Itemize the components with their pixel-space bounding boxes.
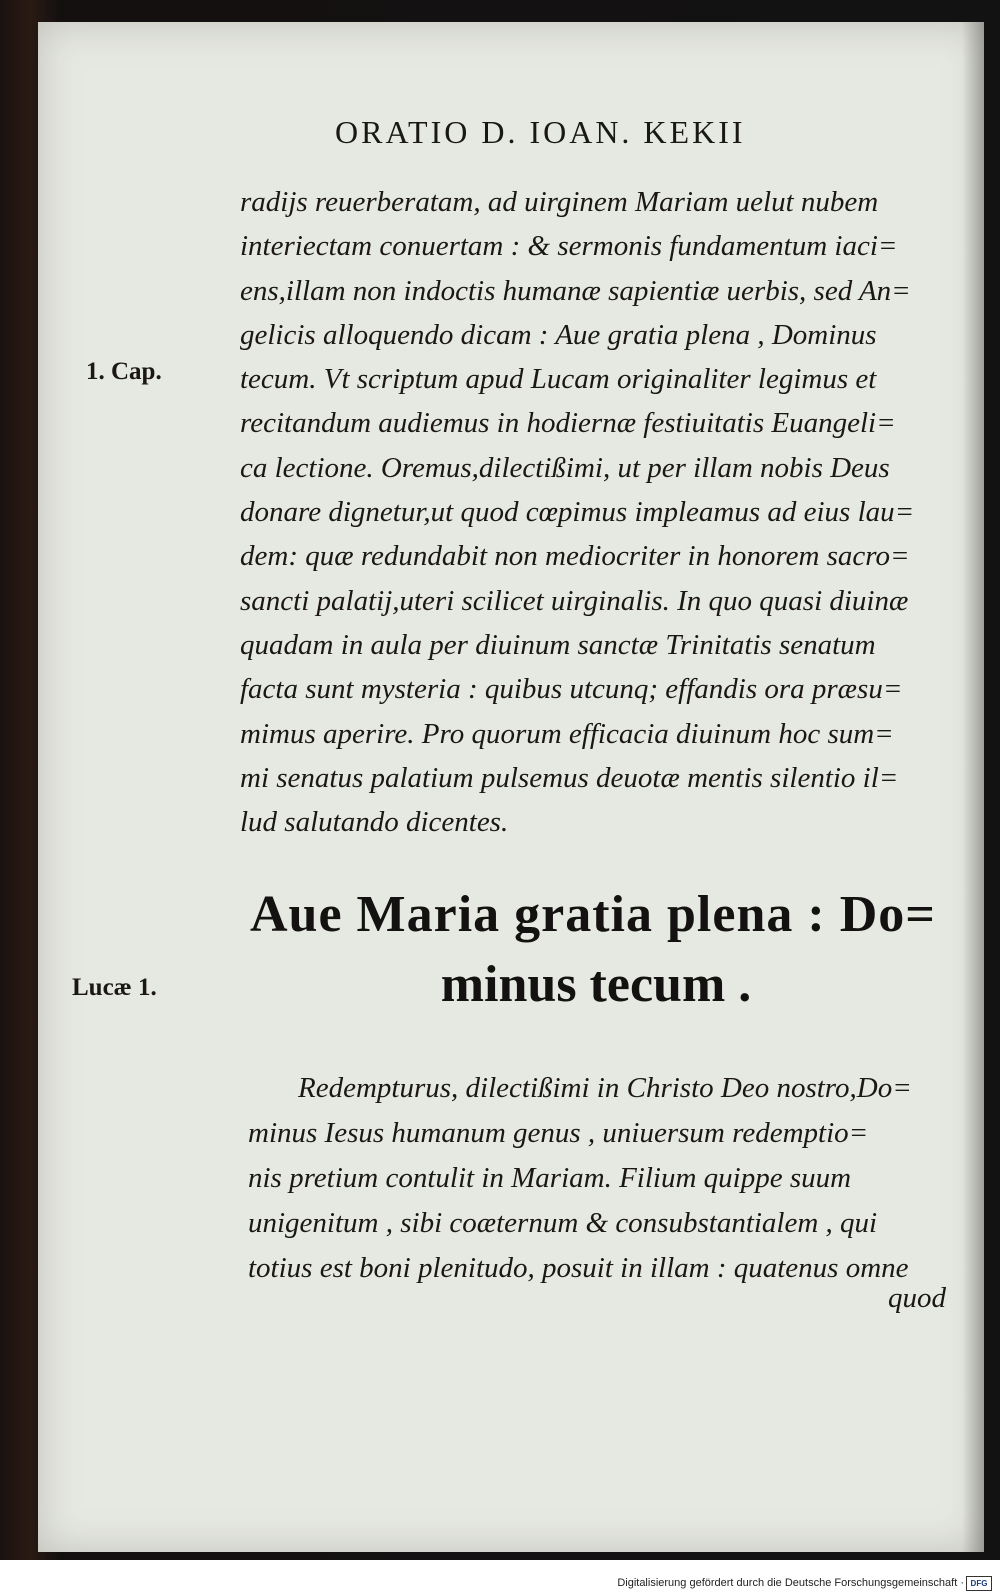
heading-line-2: minus tecum . xyxy=(440,956,752,1013)
text-line: tecum. Vt scriptum apud Lucam originaliter legimus et xyxy=(240,363,877,396)
text-line: dem: quæ redundabit non mediocriter in honorem sacro= xyxy=(240,540,910,573)
text-line: ens,illam non indoctis humanæ sapientiæ uerbis, sed An= xyxy=(240,274,911,307)
text-line: lud salutando dicentes. xyxy=(240,806,509,839)
text-line: Redempturus, dilectißimi in Christo Deo nostro,Do= xyxy=(298,1072,912,1104)
catchword: quod xyxy=(888,1282,946,1314)
text-line: nis pretium contulit in Mariam. Filium quippe suum xyxy=(248,1162,852,1194)
text-line: mi senatus palatium pulsemus deuotæ mentis silentio il= xyxy=(240,761,899,794)
text-line: gelicis alloquendo dicam : Aue gratia plena , Dominus xyxy=(240,318,877,351)
section-heading xyxy=(250,880,962,1020)
heading-line-1: Aue Maria gratia plena : Do= xyxy=(250,886,936,943)
body-text-top xyxy=(240,180,962,844)
digitization-credit: Digitalisierung gefördert durch die Deutsche Forschungsgemeinschaft · xyxy=(617,1577,964,1589)
text-line: ca lectione. Oremus,dilectißimi, ut per illam nobis Deus xyxy=(240,451,890,484)
margin-note-chapter: 1. Cap. xyxy=(86,358,162,385)
text-line: radijs reuerberatam, ad uirginem Mariam uelut nubem xyxy=(240,186,879,218)
body-text-bottom xyxy=(248,1066,962,1291)
margin-note-luke: Lucæ 1. xyxy=(72,974,157,1001)
text-line: recitandum audiemus in hodiernæ festiuitatis Euangeli= xyxy=(240,407,896,440)
text-line: donare dignetur,ut quod cœpimus impleamus ad eius lau= xyxy=(240,496,915,529)
dfg-logo-icon: DFG xyxy=(966,1576,992,1591)
text-line: sancti palatij,uteri scilicet uirginalis. In quo quasi diuinæ xyxy=(240,584,909,617)
text-line: totius est boni plenitudo, posuit in illam : quatenus omne xyxy=(248,1252,909,1284)
text-line: minus Iesus humanum genus , uniuersum redemptio= xyxy=(248,1117,869,1149)
text-line: interiectam conuertam : & sermonis fundamentum iaci= xyxy=(240,230,898,263)
text-line: quadam in aula per diuinum sanctæ Trinitatis senatum xyxy=(240,628,876,661)
page-edge-shadow xyxy=(962,22,984,1552)
text-line: mimus aperire. Pro quorum efficacia diuinum hoc sum= xyxy=(240,717,894,750)
text-line: unigenitum , sibi coæternum & consubstantialem , qui xyxy=(248,1207,878,1239)
running-head: ORATIO D. IOAN. KEKII xyxy=(335,114,746,150)
text-line: facta sunt mysteria : quibus utcunq; effandis ora præsu= xyxy=(240,673,903,706)
